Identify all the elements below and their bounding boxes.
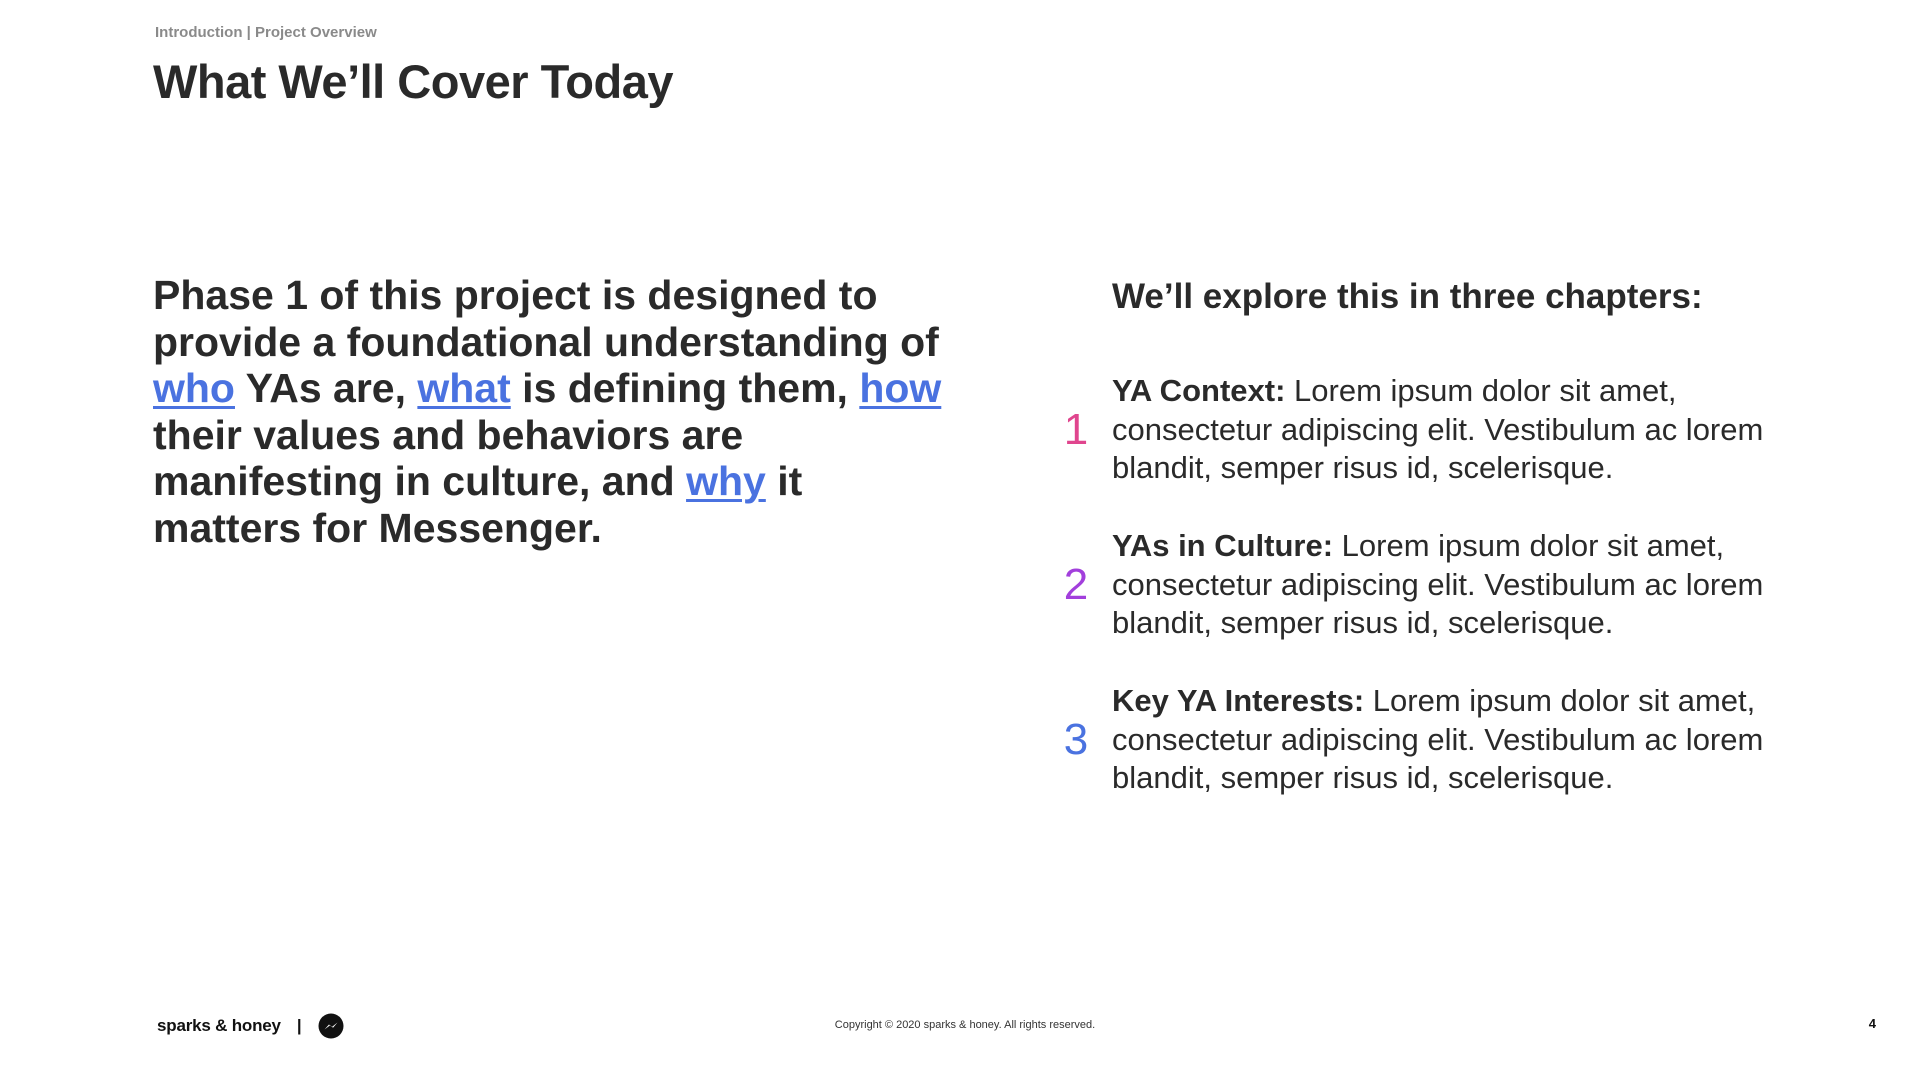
- page-title: What We’ll Cover Today: [153, 55, 673, 108]
- chapter-item-3: [1040, 682, 1820, 798]
- chapter-item-1: [1040, 372, 1820, 488]
- chapter-description: [1112, 682, 1812, 798]
- keyword-who-link[interactable]: who: [153, 365, 235, 411]
- chapter-title: YA Context:: [1112, 373, 1286, 408]
- chapter-text: Lorem ipsum dolor sit amet, consectetur adipiscing elit. Vestibulum ac lorem blandit, semper risus id, scelerisque.: [1112, 373, 1764, 485]
- copyright-notice: Copyright © 2020 sparks & honey. All rights reserved.: [834, 1019, 1096, 1031]
- intro-text: Phase 1 of this project is designed to provide a foundational understanding of: [153, 272, 939, 365]
- keyword-why-link[interactable]: why: [686, 458, 766, 504]
- page-number: 4: [1868, 1016, 1876, 1031]
- intro-text: their values and behaviors are manifesting in culture, and: [153, 411, 744, 504]
- intro-paragraph: [153, 272, 953, 551]
- keyword-what-link[interactable]: what: [417, 365, 511, 411]
- chapter-text: Lorem ipsum dolor sit amet, consectetur adipiscing elit. Vestibulum ac lorem blandit, semper risus id, scelerisque.: [1112, 683, 1764, 795]
- chapter-number: 2: [1063, 559, 1089, 609]
- chapter-description: [1112, 372, 1812, 488]
- chapter-item-2: [1040, 527, 1820, 643]
- intro-text: it matters for Messenger.: [153, 458, 803, 551]
- keyword-how-link[interactable]: how: [859, 365, 942, 411]
- chapter-number: 1: [1063, 404, 1089, 454]
- chapters-heading: We’ll explore this in three chapters:: [1112, 277, 1703, 316]
- chapter-number: 3: [1063, 714, 1089, 764]
- chapter-description: [1112, 527, 1812, 643]
- logo-separator: |: [296, 1016, 302, 1035]
- chapter-text: Lorem ipsum dolor sit amet, consectetur adipiscing elit. Vestibulum ac lorem blandit, semper risus id, scelerisque.: [1112, 528, 1764, 640]
- brand-logo: sparks & honey: [157, 1016, 281, 1035]
- chapter-title: Key YA Interests:: [1112, 683, 1365, 718]
- intro-text: YAs are,: [234, 365, 418, 411]
- breadcrumb: Introduction | Project Overview: [155, 24, 377, 41]
- intro-text: is defining them,: [510, 365, 860, 411]
- chapter-title: YAs in Culture:: [1112, 528, 1334, 563]
